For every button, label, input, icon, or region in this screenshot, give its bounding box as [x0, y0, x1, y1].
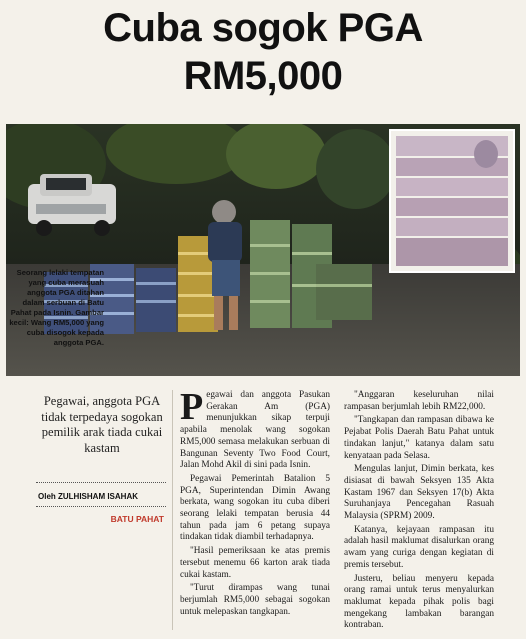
- paragraph-text: egawai dan anggota Pasukan Gerakan Am (PGA) menunjukkan sikap terpuji apabila menolak wang sogokan RM5,000 semasa melakukan serbuan di Bangunan Seventy Two Food Court, Jalan Mohd Akil di sini pada Isnin.: [180, 390, 330, 471]
- article-paragraph: "Hasil pemeriksaan ke atas premis tersebut menemu 66 karton arak tiada cukai kastam.: [180, 546, 330, 580]
- article-paragraph: Justeru, beliau menyeru kepada orang ramai untuk terus menyalurkan maklumat kepada pihak polis bagi mengekang lambakan barangan kontraban.: [344, 573, 494, 631]
- byline-rule-top: [36, 482, 166, 483]
- headline: [0, 4, 526, 100]
- photo-caption: Seorang lelaki tempatan yang cuba merasuah anggota PGA ditahan dalam serbuan di Batu Pahat pada Isnin. Gambar kecil: Wang RM5,000 yang cuba disogok kepada anggota PGA.: [9, 268, 104, 347]
- article-paragraph: Mengulas lanjut, Dimin berkata, kes disiasat di bawah Seksyen 135 Akta Kastam 1967 dan Seksyen 17(b) Akta Suruhanjaya Pencegahan Rasuah Malaysia (SPRM) 2009.: [344, 464, 494, 522]
- dateline: BATU PAHAT: [110, 514, 164, 524]
- article-paragraph: "Tangkapan dan rampasan dibawa ke Pejabat Polis Daerah Batu Pahat untuk tindakan lanjut," katanya dalam satu kenyataan pada Selasa.: [344, 415, 494, 461]
- article-column-1: [180, 386, 330, 620]
- headline-line-1: Cuba sogok PGA: [103, 6, 423, 50]
- article-paragraph: [180, 386, 330, 472]
- drop-cap: P: [180, 386, 204, 428]
- article-column-2: [344, 390, 494, 634]
- headline-line-2: RM5,000: [183, 54, 343, 98]
- column-divider: [172, 390, 173, 630]
- article-paragraph: Pegawai Pemerintah Batalion 5 PGA, Superintendan Dimin Awang berkata, wang sogokan itu cuba diberi seorang lelaki tempatan berusia 44 tahun pada jam 6 petang supaya tindakan tidak diambil terhadapnya.: [180, 473, 330, 543]
- byline: Oleh ZULHISHAM ISAHAK: [38, 492, 138, 501]
- byline-rule-bottom: [36, 506, 166, 507]
- article-deck: Pegawai, anggota PGA tidak terpedaya sogokan pemilik arak tiada cukai kastam: [41, 394, 163, 455]
- article-paragraph: "Turut dirampas wang tunai berjumlah RM5,000 sebagai sogokan untuk melepaskan tangkapan.: [180, 583, 330, 617]
- article-paragraph: "Anggaran keseluruhan nilai rampasan berjumlah lebih RM22,000.: [344, 390, 494, 412]
- article-paragraph: Katanya, kejayaan rampasan itu adalah hasil maklumat disalurkan orang awam yang curiga dengan kegiatan di premis tersebut.: [344, 524, 494, 570]
